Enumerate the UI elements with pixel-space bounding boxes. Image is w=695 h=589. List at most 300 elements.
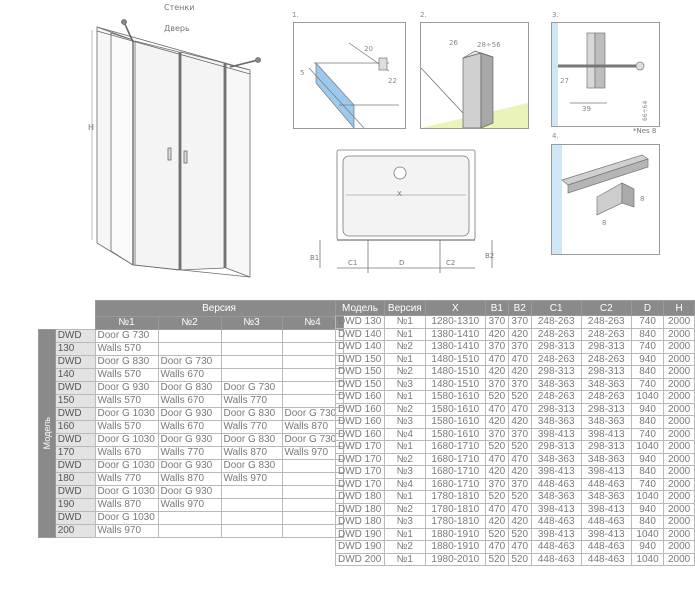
table-cell: №3	[384, 416, 425, 429]
table-cell: Door G 1030	[95, 512, 158, 525]
table-cell: 348-363	[531, 378, 581, 391]
table-cell	[221, 499, 282, 512]
d3-dim-66: 66÷64	[642, 100, 649, 121]
model-cell: DWD	[55, 434, 95, 447]
table-cell: DWD 150	[336, 378, 385, 391]
table-cell: 370	[485, 478, 508, 491]
detail-1-box	[293, 22, 406, 129]
table-cell	[282, 460, 343, 473]
table-cell: Door G 830	[221, 460, 282, 473]
table-cell: 940	[631, 503, 663, 516]
table-cell: 2000	[664, 553, 695, 566]
table-cell: 470	[508, 503, 531, 516]
table-cell: 520	[508, 491, 531, 504]
table-cell: 1780-1810	[425, 503, 485, 516]
table-cell: Walls 870	[158, 473, 221, 486]
table-row	[39, 356, 344, 369]
table-cell: Walls 570	[95, 395, 158, 408]
table-cell: №1	[384, 353, 425, 366]
table-cell: 370	[508, 428, 531, 441]
version-header: Версия	[95, 301, 343, 317]
table-cell: 398-413	[531, 528, 581, 541]
table-cell: Walls 570	[95, 343, 158, 356]
version-col-header: №4	[282, 317, 343, 330]
table-cell: 520	[508, 391, 531, 404]
table-row	[39, 460, 344, 473]
column-header: B2	[508, 301, 531, 316]
table-cell	[282, 356, 343, 369]
table-row	[336, 541, 695, 554]
table-cell	[282, 395, 343, 408]
dimensions-table	[335, 300, 695, 566]
plan-d-label: D	[399, 259, 405, 267]
table-cell: №1	[384, 441, 425, 454]
table-cell: 2000	[664, 516, 695, 529]
table-row	[336, 416, 695, 429]
table-cell: Door G 730	[221, 382, 282, 395]
table-cell: Door G 730	[95, 330, 158, 343]
table-cell: 370	[485, 378, 508, 391]
table-cell	[282, 343, 343, 356]
table-cell: 248-263	[531, 391, 581, 404]
table-cell: 448-463	[531, 553, 581, 566]
detail-1-drawing	[294, 23, 405, 128]
table-cell: 298-313	[581, 441, 631, 454]
table-cell: 370	[508, 478, 531, 491]
table-cell: 470	[508, 403, 531, 416]
detail-1-number: 1.	[292, 11, 299, 19]
detail-2-box	[420, 22, 529, 129]
table-cell: №3	[384, 378, 425, 391]
table-cell: №4	[384, 478, 425, 491]
table-cell: 520	[485, 528, 508, 541]
table-cell: 1040	[631, 491, 663, 504]
table-cell: 1580-1610	[425, 391, 485, 404]
table-cell: 248-263	[531, 353, 581, 366]
table-cell: 1680-1710	[425, 478, 485, 491]
table-cell: Door G 1030	[95, 460, 158, 473]
table-cell	[221, 330, 282, 343]
table-cell: №2	[384, 403, 425, 416]
detail-2-number: 2.	[420, 11, 427, 19]
table-cell	[221, 356, 282, 369]
table-cell: 420	[508, 416, 531, 429]
table-cell: 370	[485, 428, 508, 441]
table-cell: 348-363	[581, 453, 631, 466]
table-cell: DWD 150	[336, 353, 385, 366]
column-header: C2	[581, 301, 631, 316]
table-cell: 1280-1310	[425, 316, 485, 329]
detail-3-box	[551, 22, 660, 127]
table-row	[336, 503, 695, 516]
model-cell: 150	[55, 395, 95, 408]
table-cell: 398-413	[531, 428, 581, 441]
model-cell: 130	[55, 343, 95, 356]
table-cell: 1680-1710	[425, 453, 485, 466]
table-cell: DWD 160	[336, 403, 385, 416]
table-cell: Door G 830	[158, 382, 221, 395]
table-cell: 2000	[664, 528, 695, 541]
column-header: D	[631, 301, 663, 316]
table-cell: 470	[485, 353, 508, 366]
d1-dim-20: 20	[364, 45, 373, 53]
table-cell: 940	[631, 403, 663, 416]
table-cell: 740	[631, 316, 663, 329]
table-cell: 370	[508, 316, 531, 329]
table-row	[336, 491, 695, 504]
model-side-label-cell	[39, 330, 56, 538]
detail-4-box	[551, 144, 660, 255]
table-cell: 520	[508, 441, 531, 454]
table-cell: 1480-1510	[425, 353, 485, 366]
table-cell: 2000	[664, 503, 695, 516]
table-row	[336, 478, 695, 491]
table-cell: Walls 670	[95, 447, 158, 460]
table-cell	[282, 525, 343, 538]
table-cell: Walls 770	[158, 447, 221, 460]
d2-dim-28: 28÷56	[477, 41, 501, 49]
model-cell: DWD	[55, 382, 95, 395]
table-cell	[158, 512, 221, 525]
version-table	[38, 300, 344, 538]
table-cell: DWD 170	[336, 453, 385, 466]
table-cell: 1680-1710	[425, 441, 485, 454]
table-row	[336, 328, 695, 341]
table-row	[39, 512, 344, 525]
table-cell	[158, 330, 221, 343]
main-drawing	[80, 0, 280, 285]
model-cell: DWD	[55, 356, 95, 369]
table-cell: Door G 830	[95, 356, 158, 369]
table-cell: 1480-1510	[425, 378, 485, 391]
table-cell: 470	[485, 541, 508, 554]
table-cell: Door G 1030	[95, 486, 158, 499]
table-cell: 470	[508, 453, 531, 466]
table-cell: 370	[485, 316, 508, 329]
table-cell: 1040	[631, 553, 663, 566]
model-cell: DWD	[55, 486, 95, 499]
table-cell	[221, 525, 282, 538]
d2-dim-26: 26	[449, 39, 458, 47]
table-cell: 840	[631, 516, 663, 529]
table-cell	[158, 343, 221, 356]
table-cell: 398-413	[581, 466, 631, 479]
table-cell: Walls 570	[95, 421, 158, 434]
table-row	[39, 395, 344, 408]
table-cell: 1580-1610	[425, 428, 485, 441]
detail-2-drawing	[421, 23, 528, 128]
table-cell: 298-313	[581, 366, 631, 379]
table-cell: DWD 200	[336, 553, 385, 566]
table-cell: 470	[485, 453, 508, 466]
column-header: C1	[531, 301, 581, 316]
table-cell: 298-313	[531, 403, 581, 416]
table-cell: 2000	[664, 403, 695, 416]
table-cell: 940	[631, 353, 663, 366]
table-cell: 2000	[664, 416, 695, 429]
table-cell: 298-313	[531, 366, 581, 379]
table-cell	[282, 369, 343, 382]
table-cell	[158, 525, 221, 538]
version-col-header: №1	[95, 317, 158, 330]
table-cell: 1040	[631, 528, 663, 541]
table-row	[336, 553, 695, 566]
table-row	[336, 466, 695, 479]
table-cell: Door G 830	[221, 408, 282, 421]
table-cell: 1380-1410	[425, 341, 485, 354]
table-cell: Walls 970	[282, 447, 343, 460]
d3-dim-27: 27	[560, 77, 569, 85]
table-row	[39, 330, 344, 343]
table-cell: 520	[485, 441, 508, 454]
model-cell: 200	[55, 525, 95, 538]
table-cell: №2	[384, 341, 425, 354]
table-cell: Walls 870	[221, 447, 282, 460]
table-cell: №2	[384, 453, 425, 466]
table-cell: 520	[508, 528, 531, 541]
table-cell	[221, 369, 282, 382]
table-row	[336, 378, 695, 391]
table-cell	[282, 473, 343, 486]
model-side-label: Модель	[41, 417, 52, 450]
table-cell: 740	[631, 341, 663, 354]
table-cell: 348-363	[531, 416, 581, 429]
table-cell: 1380-1410	[425, 328, 485, 341]
table-cell: №1	[384, 491, 425, 504]
table-cell: Door G 830	[221, 434, 282, 447]
table-cell: 740	[631, 428, 663, 441]
table-cell: 2000	[664, 441, 695, 454]
table-cell: 940	[631, 453, 663, 466]
table-row	[336, 441, 695, 454]
shower-door-illustration	[80, 0, 280, 285]
table-row	[39, 343, 344, 356]
table-cell	[221, 512, 282, 525]
table-cell: 298-313	[531, 441, 581, 454]
plan-c1-label: C1	[348, 259, 358, 267]
table-cell: 520	[508, 553, 531, 566]
table-cell: 448-463	[531, 478, 581, 491]
table-cell: 420	[508, 328, 531, 341]
table-cell: Door G 730	[282, 408, 343, 421]
table-cell: 370	[508, 341, 531, 354]
table-cell: 420	[485, 416, 508, 429]
table-cell: 1780-1810	[425, 516, 485, 529]
d3-dim-39: 39	[582, 105, 591, 113]
model-cell: 170	[55, 447, 95, 460]
table-row	[336, 403, 695, 416]
table-row	[39, 382, 344, 395]
table-cell: 1580-1610	[425, 403, 485, 416]
column-header: Версия	[384, 301, 425, 316]
table-cell: DWD 190	[336, 541, 385, 554]
table-cell: DWD 130	[336, 316, 385, 329]
table-cell: 940	[631, 541, 663, 554]
table-row	[336, 453, 695, 466]
table-cell: 2000	[664, 328, 695, 341]
table-cell: 840	[631, 328, 663, 341]
table-cell: 448-463	[581, 478, 631, 491]
table-row	[39, 421, 344, 434]
table-cell: Door G 930	[158, 434, 221, 447]
table-cell: 398-413	[531, 466, 581, 479]
column-header: Модель	[336, 301, 385, 316]
table-cell: 1880-1910	[425, 528, 485, 541]
table-cell: DWD 160	[336, 391, 385, 404]
table-row	[39, 486, 344, 499]
table-row	[336, 316, 695, 329]
table-row	[39, 369, 344, 382]
plan-b1-label: B1	[310, 254, 320, 262]
table-row	[39, 408, 344, 421]
table-cell: 470	[508, 353, 531, 366]
table-cell: №1	[384, 328, 425, 341]
table-cell: DWD 160	[336, 416, 385, 429]
table-cell: Door G 1030	[95, 434, 158, 447]
plan-b2-label: B2	[485, 252, 495, 260]
table-cell: 2000	[664, 391, 695, 404]
table-cell: 2000	[664, 541, 695, 554]
table-cell: Walls 670	[158, 421, 221, 434]
table-cell: 420	[485, 516, 508, 529]
table-cell: 2000	[664, 478, 695, 491]
table-cell: 298-313	[581, 341, 631, 354]
table-cell: Door G 930	[95, 382, 158, 395]
table-row	[336, 528, 695, 541]
table-cell: 448-463	[531, 541, 581, 554]
table-cell: Walls 970	[95, 525, 158, 538]
version-col-header: №3	[221, 317, 282, 330]
table-cell: 520	[485, 491, 508, 504]
table-cell: DWD 160	[336, 428, 385, 441]
table-cell: 420	[485, 366, 508, 379]
table-cell: 840	[631, 366, 663, 379]
table-row	[39, 499, 344, 512]
table-cell: 1040	[631, 391, 663, 404]
table-cell: Walls 670	[158, 369, 221, 382]
table-cell: 420	[508, 366, 531, 379]
model-cell: DWD	[55, 460, 95, 473]
table-row	[336, 428, 695, 441]
table-cell: Walls 870	[95, 499, 158, 512]
detail-3-drawing	[552, 23, 659, 126]
table-cell: №3	[384, 516, 425, 529]
table-cell: 248-263	[581, 353, 631, 366]
table-row	[39, 447, 344, 460]
table-cell	[282, 512, 343, 525]
table-cell: Walls 770	[221, 395, 282, 408]
table-cell: 470	[485, 403, 508, 416]
table-cell: DWD 180	[336, 503, 385, 516]
table-cell: 1040	[631, 441, 663, 454]
table-cell: 398-413	[581, 503, 631, 516]
table-row	[336, 516, 695, 529]
table-cell: 348-363	[581, 378, 631, 391]
table-cell: 420	[508, 466, 531, 479]
table-cell: 470	[485, 503, 508, 516]
table-cell: 840	[631, 416, 663, 429]
plan-view-drawing	[310, 148, 500, 280]
table-cell: 2000	[664, 353, 695, 366]
table-row	[39, 434, 344, 447]
table-cell: 448-463	[581, 553, 631, 566]
table-cell: 448-463	[531, 516, 581, 529]
table-cell: 420	[485, 466, 508, 479]
model-cell: 160	[55, 421, 95, 434]
table-cell: 1880-1910	[425, 541, 485, 554]
column-header: H	[664, 301, 695, 316]
walls-label: Стенки	[164, 3, 195, 12]
model-cell: DWD	[55, 330, 95, 343]
table-cell: 348-363	[531, 453, 581, 466]
table-cell: №2	[384, 541, 425, 554]
table-cell: DWD 140	[336, 328, 385, 341]
table-cell: Door G 930	[158, 408, 221, 421]
table-cell: 1980-2010	[425, 553, 485, 566]
table-cell: 370	[508, 378, 531, 391]
d4-dim-8b: 8	[640, 195, 645, 203]
table-cell: Walls 670	[158, 395, 221, 408]
table-cell: 2000	[664, 453, 695, 466]
table-cell: 1680-1710	[425, 466, 485, 479]
table-cell: 740	[631, 478, 663, 491]
detail-3-number: 3.	[552, 11, 559, 19]
table-cell: 298-313	[531, 341, 581, 354]
table-cell: 2000	[664, 466, 695, 479]
table-cell: 248-263	[581, 328, 631, 341]
table-cell: 248-263	[531, 328, 581, 341]
table-cell: №2	[384, 503, 425, 516]
plan-view	[310, 148, 500, 280]
table-cell: 2000	[664, 428, 695, 441]
table-cell	[282, 486, 343, 499]
table-cell: №1	[384, 316, 425, 329]
detail-4-number: 4.	[552, 132, 559, 140]
d1-dim-22: 22	[388, 77, 397, 85]
table-cell: Door G 930	[158, 460, 221, 473]
column-header: B1	[485, 301, 508, 316]
table-cell: DWD 180	[336, 516, 385, 529]
d1-dim-5: 5	[300, 69, 305, 77]
table-cell: №3	[384, 466, 425, 479]
table-cell: 520	[485, 553, 508, 566]
table-cell: 348-363	[531, 491, 581, 504]
table-cell	[221, 486, 282, 499]
table-cell: DWD 150	[336, 366, 385, 379]
table-cell: Walls 770	[221, 421, 282, 434]
table-cell: 398-413	[581, 528, 631, 541]
table-cell: Door G 1030	[95, 408, 158, 421]
table-cell: №1	[384, 391, 425, 404]
table-cell: Walls 770	[95, 473, 158, 486]
table-cell: DWD 170	[336, 478, 385, 491]
model-cell: DWD	[55, 512, 95, 525]
table-cell: 2000	[664, 491, 695, 504]
model-cell: 140	[55, 369, 95, 382]
table-cell	[282, 330, 343, 343]
table-cell: 420	[508, 516, 531, 529]
model-cell: DWD	[55, 408, 95, 421]
table-cell: Walls 970	[221, 473, 282, 486]
table-cell: 2000	[664, 316, 695, 329]
table-row	[336, 341, 695, 354]
table-cell: 520	[485, 391, 508, 404]
table-cell: 370	[485, 341, 508, 354]
table-cell: Door G 730	[158, 356, 221, 369]
table-cell: 1780-1810	[425, 491, 485, 504]
table-cell	[221, 343, 282, 356]
table-cell: 398-413	[581, 428, 631, 441]
